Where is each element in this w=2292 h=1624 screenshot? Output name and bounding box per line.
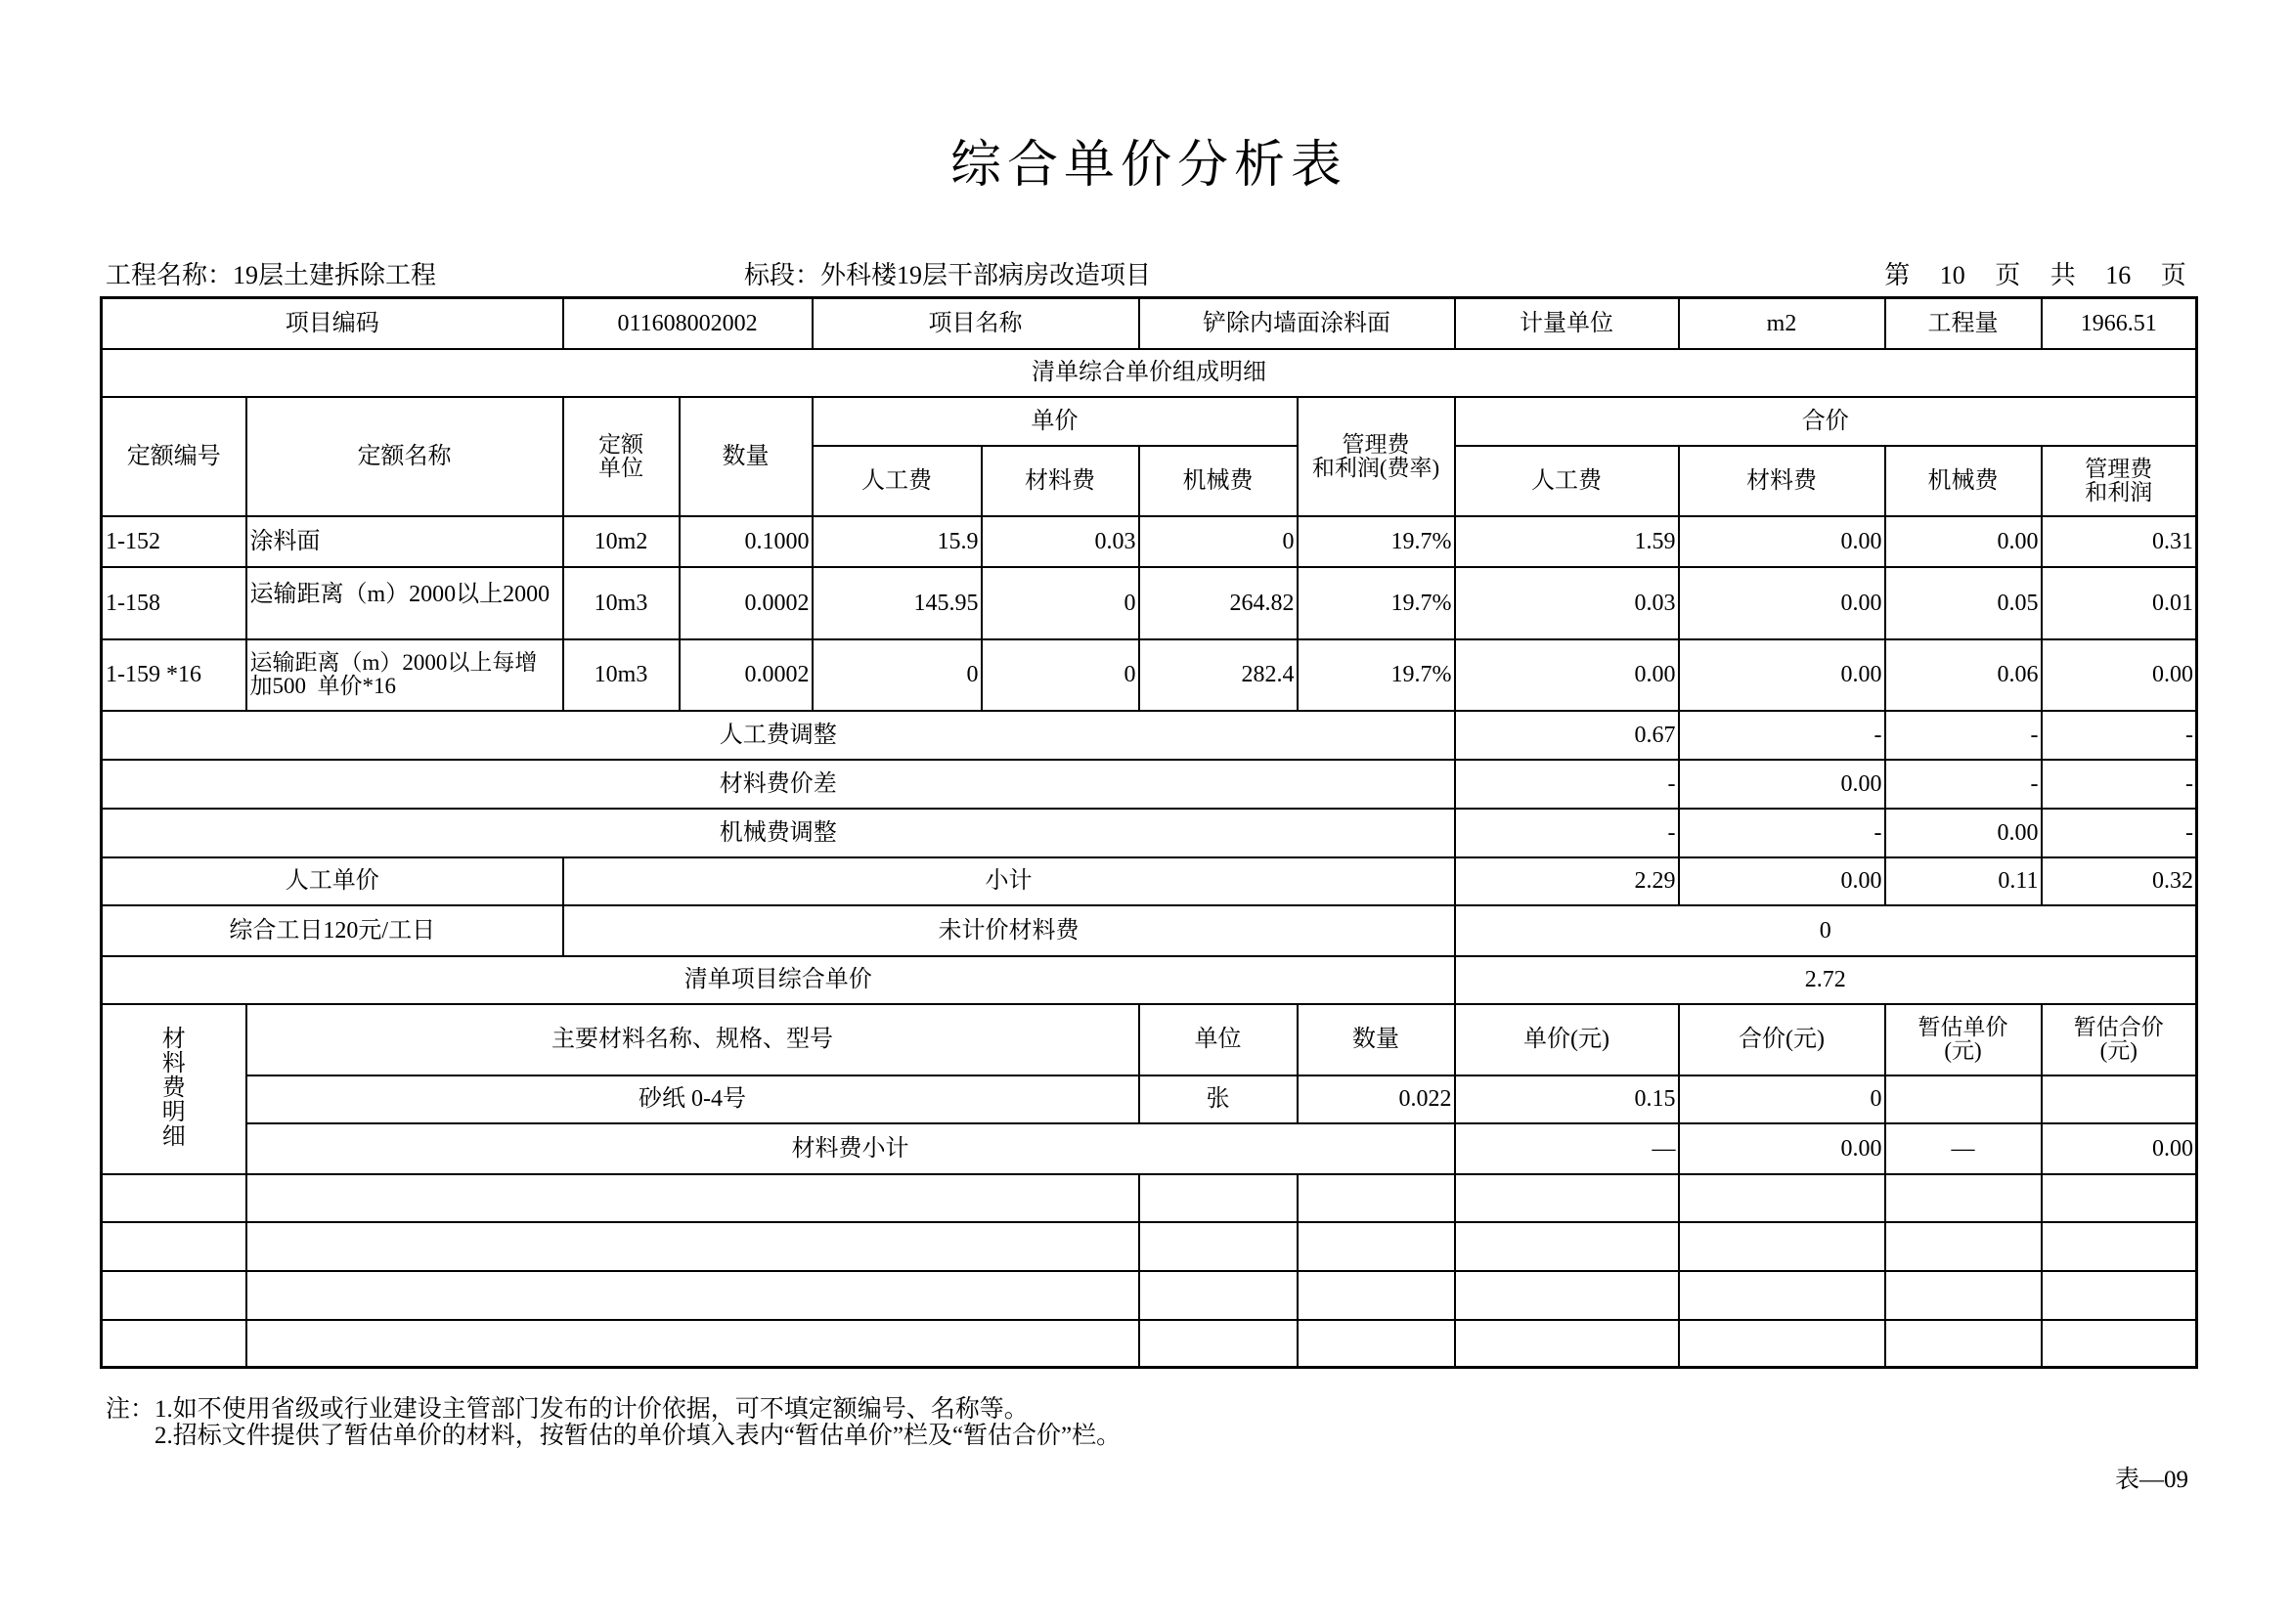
blank-cell bbox=[1455, 1320, 1679, 1368]
project-name bbox=[106, 260, 436, 291]
section-name bbox=[744, 260, 1151, 291]
blank-cell bbox=[102, 1174, 246, 1222]
blank-cell bbox=[1679, 1320, 1885, 1368]
header-total-mgmt-line-1: 管理费 bbox=[2085, 456, 2153, 481]
project-name-label: 工程名称： bbox=[106, 261, 234, 289]
blank-cell bbox=[1298, 1174, 1455, 1222]
section-label: 标段： bbox=[744, 261, 821, 289]
material-header-total: 合价(元) bbox=[1679, 1004, 1885, 1075]
row-quota-code: 1-152 bbox=[102, 516, 246, 567]
material-header-quantity: 数量 bbox=[1298, 1004, 1455, 1075]
item-quantity-label: 工程量 bbox=[1885, 298, 2042, 349]
header-unit-labor: 人工费 bbox=[813, 446, 982, 516]
material-subtotal-price: — bbox=[1455, 1123, 1679, 1174]
material-header-name: 主要材料名称、规格、型号 bbox=[246, 1004, 1139, 1075]
row-unit-material: 0.03 bbox=[982, 516, 1139, 567]
header-quota-unit-line-1: 定额 bbox=[598, 431, 643, 457]
header-total-mgmt-line-2: 和利润 bbox=[2085, 479, 2153, 505]
material-name: 砂纸 0-4号 bbox=[246, 1075, 1139, 1123]
row-total-labor: 0.03 bbox=[1455, 567, 1679, 639]
material-total: 0 bbox=[1679, 1075, 1885, 1123]
blank-cell bbox=[1885, 1222, 2042, 1271]
adjustment-material: - bbox=[1679, 809, 1885, 857]
row-mgmt-rate: 19.7% bbox=[1298, 516, 1455, 567]
blank-cell bbox=[1139, 1174, 1298, 1222]
material-header-price: 单价(元) bbox=[1455, 1004, 1679, 1075]
blank-cell bbox=[1455, 1222, 1679, 1271]
row-quota-code: 1-159 *16 bbox=[102, 639, 246, 711]
blank-cell bbox=[2042, 1222, 2197, 1271]
adjustment-row bbox=[102, 711, 2197, 760]
row-quota-unit: 10m3 bbox=[563, 639, 680, 711]
adjustment-machine: - bbox=[1885, 760, 2042, 809]
header-total-material: 材料费 bbox=[1679, 446, 1885, 516]
note-2: 2.招标文件提供了暂估单价的材料，按暂估的单价填入表内“暂估单价”栏及“暂估合价”栏。 bbox=[154, 1423, 1122, 1449]
row-quota-name: 运输距离（m）2000以上2000 bbox=[246, 567, 563, 639]
row-unit-material: 0 bbox=[982, 567, 1139, 639]
blank-cell bbox=[1455, 1174, 1679, 1222]
material-est-total bbox=[2042, 1075, 2197, 1123]
blank-cell bbox=[246, 1271, 1139, 1320]
column-header-row-1 bbox=[102, 397, 2197, 446]
item-name: 铲除内墙面涂料面 bbox=[1139, 298, 1455, 349]
header-quota-name: 定额名称 bbox=[246, 397, 563, 516]
row-unit-labor: 15.9 bbox=[813, 516, 982, 567]
row-total-material: 0.00 bbox=[1679, 567, 1885, 639]
labor-unit-price-label: 人工单价 bbox=[102, 857, 563, 905]
subtotal-label: 小计 bbox=[563, 857, 1455, 905]
adjustment-mgmt: - bbox=[2042, 809, 2197, 857]
row-total-machine: 0.05 bbox=[1885, 567, 2042, 639]
blank-cell bbox=[102, 1271, 246, 1320]
header-quantity: 数量 bbox=[680, 397, 813, 516]
blank-row bbox=[102, 1174, 2197, 1222]
material-unit: 张 bbox=[1139, 1075, 1298, 1123]
material-subtotal-est-price: — bbox=[1885, 1123, 2042, 1174]
blank-cell bbox=[1298, 1271, 1455, 1320]
note-1: 注：1.如不使用省级或行业建设主管部门发布的计价依据，可不填定额编号、名称等。 bbox=[106, 1396, 1029, 1423]
blank-cell bbox=[1139, 1222, 1298, 1271]
header-quota-unit-line-2: 单位 bbox=[598, 455, 643, 480]
item-code: 011608002002 bbox=[563, 298, 813, 349]
page-unit: 页 bbox=[1995, 261, 2021, 289]
blank-row bbox=[102, 1271, 2197, 1320]
material-subtotal-row bbox=[102, 1123, 2197, 1174]
subtotal-machine: 0.11 bbox=[1885, 857, 2042, 905]
header-mgmt-rate bbox=[1298, 397, 1455, 516]
material-section-label-text: 材料费明细 bbox=[161, 1027, 186, 1150]
blank-cell bbox=[1139, 1320, 1298, 1368]
header-unit-machine: 机械费 bbox=[1139, 446, 1298, 516]
material-section-label bbox=[102, 1004, 246, 1174]
row-quantity: 0.0002 bbox=[680, 567, 813, 639]
row-unit-machine: 282.4 bbox=[1139, 639, 1298, 711]
adjustment-row bbox=[102, 809, 2197, 857]
header-total-mgmt bbox=[2042, 446, 2197, 516]
row-quota-name-line-1: 运输距离（m）2000以上每增 bbox=[249, 650, 538, 675]
blank-cell bbox=[1679, 1222, 1885, 1271]
blank-cell bbox=[1679, 1271, 1885, 1320]
subtotal-row bbox=[102, 857, 2197, 905]
row-total-machine: 0.00 bbox=[1885, 516, 2042, 567]
row-total-mgmt: 0.31 bbox=[2042, 516, 2197, 567]
unpriced-material-label: 未计价材料费 bbox=[563, 905, 1455, 956]
page-indicator bbox=[1870, 260, 2201, 291]
adjustment-labor: 0.67 bbox=[1455, 711, 1679, 760]
row-total-mgmt: 0.00 bbox=[2042, 639, 2197, 711]
material-subtotal-label: 材料费小计 bbox=[246, 1123, 1455, 1174]
row-quota-unit: 10m2 bbox=[563, 516, 680, 567]
adjustment-labor: - bbox=[1455, 760, 1679, 809]
blank-cell bbox=[2042, 1271, 2197, 1320]
blank-cell bbox=[1139, 1271, 1298, 1320]
page-label: 第 bbox=[1884, 261, 1911, 289]
quota-row bbox=[102, 516, 2197, 567]
material-header-est-price bbox=[1885, 1004, 2042, 1075]
item-code-label: 项目编码 bbox=[102, 298, 563, 349]
row-unit-machine: 0 bbox=[1139, 516, 1298, 567]
unit-price-analysis-table bbox=[100, 296, 2198, 1369]
item-info-row bbox=[102, 298, 2197, 349]
blank-row bbox=[102, 1222, 2197, 1271]
blank-cell bbox=[1885, 1271, 2042, 1320]
row-quota-name: 涂料面 bbox=[246, 516, 563, 567]
row-unit-machine: 264.82 bbox=[1139, 567, 1298, 639]
material-header-est-total-line-1: 暂估合价 bbox=[2073, 1015, 2164, 1039]
row-total-material: 0.00 bbox=[1679, 639, 1885, 711]
material-item-row bbox=[102, 1075, 2197, 1123]
material-quantity: 0.022 bbox=[1298, 1075, 1455, 1123]
blank-cell bbox=[246, 1174, 1139, 1222]
header-quota-unit bbox=[563, 397, 680, 516]
adjustment-material: 0.00 bbox=[1679, 760, 1885, 809]
blank-row bbox=[102, 1320, 2197, 1368]
row-quantity: 0.0002 bbox=[680, 639, 813, 711]
project-name-value: 19层土建拆除工程 bbox=[233, 261, 437, 289]
subtotal-material: 0.00 bbox=[1679, 857, 1885, 905]
blank-cell bbox=[1298, 1320, 1455, 1368]
blank-cell bbox=[102, 1222, 246, 1271]
header-total-price-group: 合价 bbox=[1455, 397, 2197, 446]
material-header-est-price-line-2: (元) bbox=[1944, 1038, 1982, 1063]
row-unit-material: 0 bbox=[982, 639, 1139, 711]
header-quota-code: 定额编号 bbox=[102, 397, 246, 516]
row-mgmt-rate: 19.7% bbox=[1298, 639, 1455, 711]
header-mgmt-rate-line-1: 管理费 bbox=[1342, 431, 1410, 457]
quota-row bbox=[102, 567, 2197, 639]
total-pages-label: 共 bbox=[2050, 261, 2076, 289]
item-unit: m2 bbox=[1679, 298, 1885, 349]
row-total-labor: 0.00 bbox=[1455, 639, 1679, 711]
row-unit-labor: 145.95 bbox=[813, 567, 982, 639]
section-value: 外科楼19层干部病房改造项目 bbox=[820, 261, 1152, 289]
row-quota-name-line-2: 加500 单价*16 bbox=[249, 674, 396, 698]
row-quota-unit: 10m3 bbox=[563, 567, 680, 639]
blank-cell bbox=[102, 1320, 246, 1368]
blank-cell bbox=[246, 1222, 1139, 1271]
blank-cell bbox=[1298, 1222, 1455, 1271]
blank-cell bbox=[1885, 1320, 2042, 1368]
total-pages: 16 bbox=[2105, 261, 2132, 289]
material-est-price bbox=[1885, 1075, 2042, 1123]
row-quota-name bbox=[246, 639, 563, 711]
material-header-row bbox=[102, 1004, 2197, 1075]
adjustment-mgmt: - bbox=[2042, 760, 2197, 809]
material-header-est-total-line-2: (元) bbox=[2099, 1038, 2138, 1063]
page-title: 综合单价分析表 bbox=[949, 138, 1347, 194]
form-code: 表—09 bbox=[2114, 1467, 2188, 1493]
adjustment-label: 机械费调整 bbox=[102, 809, 1455, 857]
material-header-est-total bbox=[2042, 1004, 2197, 1075]
total-pages-unit: 页 bbox=[2160, 261, 2186, 289]
blank-cell bbox=[2042, 1320, 2197, 1368]
item-unit-label: 计量单位 bbox=[1455, 298, 1679, 349]
adjustment-label: 人工费调整 bbox=[102, 711, 1455, 760]
quota-row bbox=[102, 639, 2197, 711]
header-total-labor: 人工费 bbox=[1455, 446, 1679, 516]
row-total-material: 0.00 bbox=[1679, 516, 1885, 567]
row-total-labor: 1.59 bbox=[1455, 516, 1679, 567]
blank-cell bbox=[1455, 1271, 1679, 1320]
composite-price-row bbox=[102, 956, 2197, 1004]
detail-title: 清单综合单价组成明细 bbox=[102, 349, 2197, 397]
row-unit-labor: 0 bbox=[813, 639, 982, 711]
material-header-est-price-line-1: 暂估单价 bbox=[1917, 1015, 2008, 1039]
material-header-unit: 单位 bbox=[1139, 1004, 1298, 1075]
header-unit-material: 材料费 bbox=[982, 446, 1139, 516]
adjustment-label: 材料费价差 bbox=[102, 760, 1455, 809]
detail-title-row bbox=[102, 349, 2197, 397]
adjustment-mgmt: - bbox=[2042, 711, 2197, 760]
blank-cell bbox=[1679, 1174, 1885, 1222]
page-number: 10 bbox=[1939, 261, 1965, 289]
composite-price-label: 清单项目综合单价 bbox=[102, 956, 1455, 1004]
blank-cell bbox=[246, 1320, 1139, 1368]
unpriced-material-value: 0 bbox=[1455, 905, 2197, 956]
subtotal-labor: 2.29 bbox=[1455, 857, 1679, 905]
material-subtotal-est-total: 0.00 bbox=[2042, 1123, 2197, 1174]
material-subtotal-total: 0.00 bbox=[1679, 1123, 1885, 1174]
unpriced-material-row bbox=[102, 905, 2197, 956]
item-name-label: 项目名称 bbox=[813, 298, 1139, 349]
blank-cell bbox=[2042, 1174, 2197, 1222]
labor-unit-price: 综合工日120元/工日 bbox=[102, 905, 563, 956]
adjustment-machine: 0.00 bbox=[1885, 809, 2042, 857]
adjustment-labor: - bbox=[1455, 809, 1679, 857]
header-total-machine: 机械费 bbox=[1885, 446, 2042, 516]
header-unit-price-group: 单价 bbox=[813, 397, 1298, 446]
row-total-mgmt: 0.01 bbox=[2042, 567, 2197, 639]
row-quota-code: 1-158 bbox=[102, 567, 246, 639]
header-mgmt-rate-line-2: 和利润(费率) bbox=[1311, 455, 1440, 480]
blank-cell bbox=[1885, 1174, 2042, 1222]
row-mgmt-rate: 19.7% bbox=[1298, 567, 1455, 639]
subtotal-mgmt: 0.32 bbox=[2042, 857, 2197, 905]
adjustment-material: - bbox=[1679, 711, 1885, 760]
item-quantity: 1966.51 bbox=[2042, 298, 2197, 349]
adjustment-row bbox=[102, 760, 2197, 809]
row-quantity: 0.1000 bbox=[680, 516, 813, 567]
adjustment-machine: - bbox=[1885, 711, 2042, 760]
row-total-machine: 0.06 bbox=[1885, 639, 2042, 711]
material-price: 0.15 bbox=[1455, 1075, 1679, 1123]
composite-price-value: 2.72 bbox=[1455, 956, 2197, 1004]
